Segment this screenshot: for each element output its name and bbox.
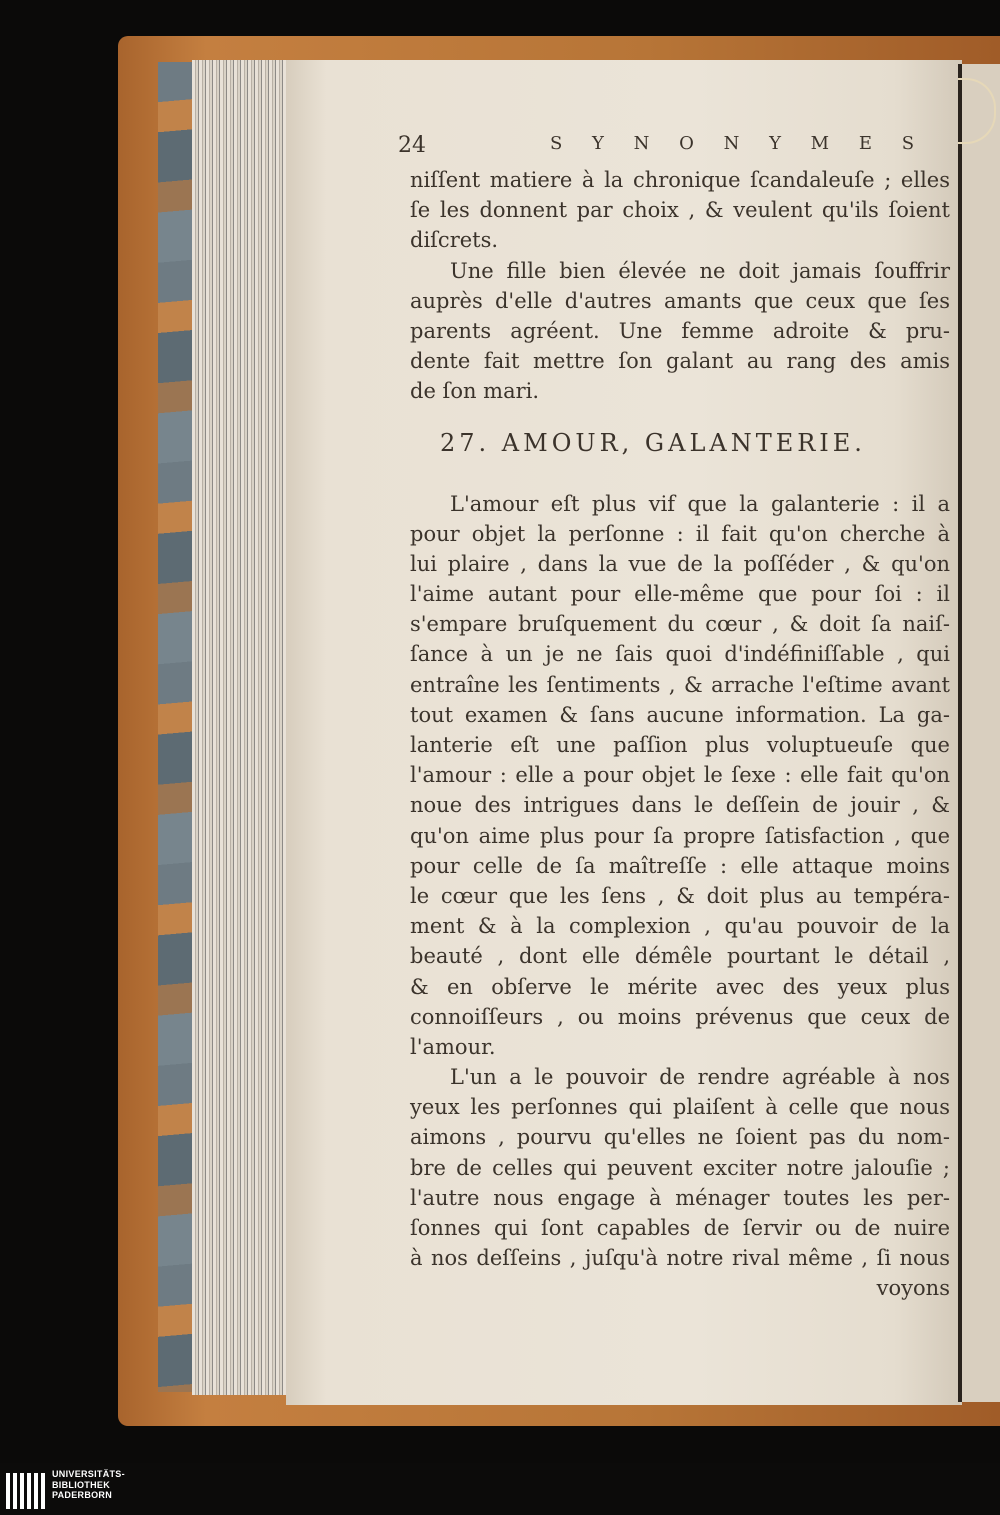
text-line: Une fille bien élevée ne doit jamais ſouffrir (450, 258, 950, 283)
text-line: aimons , pourvu qu'elles ne ſoient pas du nom- (410, 1125, 950, 1150)
text-line: lanterie eſt une paſſion plus voluptueuſe que (410, 733, 950, 757)
text-line: l'aime autant pour elle-même que pour ſoi : il (410, 582, 950, 607)
text-line: & en obſerve le mérite avec des yeux plus (410, 974, 950, 999)
logo-line: BIBLIOTHEK (52, 1479, 110, 1490)
text-line: pour objet la perſonne : il fait qu'on cherche à (410, 521, 950, 546)
text-line: tout examen & ſans aucune information. La ga- (410, 702, 950, 727)
text-line: l'autre nous engage à ménager toutes les per- (410, 1185, 950, 1210)
running-head (398, 133, 950, 161)
library-footer (0, 1463, 1000, 1515)
text-line: noue des intrigues dans le deſſein de jouir , & (410, 793, 950, 818)
library-logo-text (52, 1469, 125, 1501)
text-line: dente fait mettre ſon galant au rang des amis (410, 349, 950, 374)
text-line: diſcrets. (410, 228, 499, 253)
section-heading: 27. AMOUR, GALANTERIE. (440, 428, 866, 457)
text-line: le cœur que les ſens , & doit plus au tempéra- (410, 883, 950, 908)
text-line: s'empare bruſquement du cœur , & doit ſa naiſ- (410, 612, 950, 637)
text-line: lui plaire , dans la vue de la poſſéder , & qu'on (410, 551, 950, 576)
running-title: S Y N O N Y M E S (550, 133, 927, 154)
library-logo-icon (6, 1473, 46, 1509)
facing-page (962, 64, 1000, 1402)
text-line: ſe les donnent par choix , & veulent qu'ils ſoient (410, 198, 950, 223)
text-line: à nos deſſeins , juſqu'à notre rival même , ſi nous (410, 1246, 950, 1271)
text-line: auprès d'elle d'autres amants que ceux que ſes (410, 288, 950, 313)
text-line: pour celle de ſa maîtreſſe : elle attaque moins (410, 853, 950, 878)
text-line: ſonnes qui ſont capables de ſervir ou de nuire (410, 1216, 950, 1240)
page-text (398, 133, 950, 1304)
logo-line: PADERBORN (52, 1490, 113, 1500)
text-line: l'amour. (410, 1034, 496, 1059)
text-line: bre de celles qui peuvent exciter notre jalouſie ; (410, 1155, 950, 1180)
text-line: parents agréent. Une femme adroite & pru- (410, 318, 950, 343)
text-line: ment & à la complexion , qu'au pouvoir de la (410, 914, 950, 939)
text-line: niſſent matiere à la chronique ſcandaleuſe ; elles (410, 168, 950, 192)
text-line: ſance à un je ne ſais quoi d'indéfiniſſable , qui (410, 642, 950, 667)
page-number: 24 (398, 133, 426, 158)
text-line: l'amour : elle a pour objet le ſexe : elle fait qu'on (410, 763, 950, 788)
page-edges (192, 60, 288, 1395)
text-line: L'un a le pouvoir de rendre agréable à nos (450, 1065, 950, 1090)
marbled-endpaper (158, 62, 194, 1392)
text-line: de ſon mari. (410, 379, 540, 404)
catchword: voyons (876, 1276, 950, 1301)
logo-line: UNIVERSITÄTS- (52, 1469, 125, 1479)
text-line: entraîne les ſentiments , & arrache l'eſtime avant (410, 672, 950, 697)
text-line: beauté , dont elle démêle pourtant le détail , (410, 944, 950, 969)
text-line: connoiſſeurs , ou moins prévenus que ceux de (410, 1004, 950, 1029)
text-line: L'amour eſt plus vif que la galanterie : il a (450, 491, 950, 516)
text-line: yeux les perſonnes qui plaiſent à celle que nous (410, 1095, 950, 1120)
text-line: qu'on aime plus pour ſa propre ſatisfaction , que (410, 823, 950, 848)
